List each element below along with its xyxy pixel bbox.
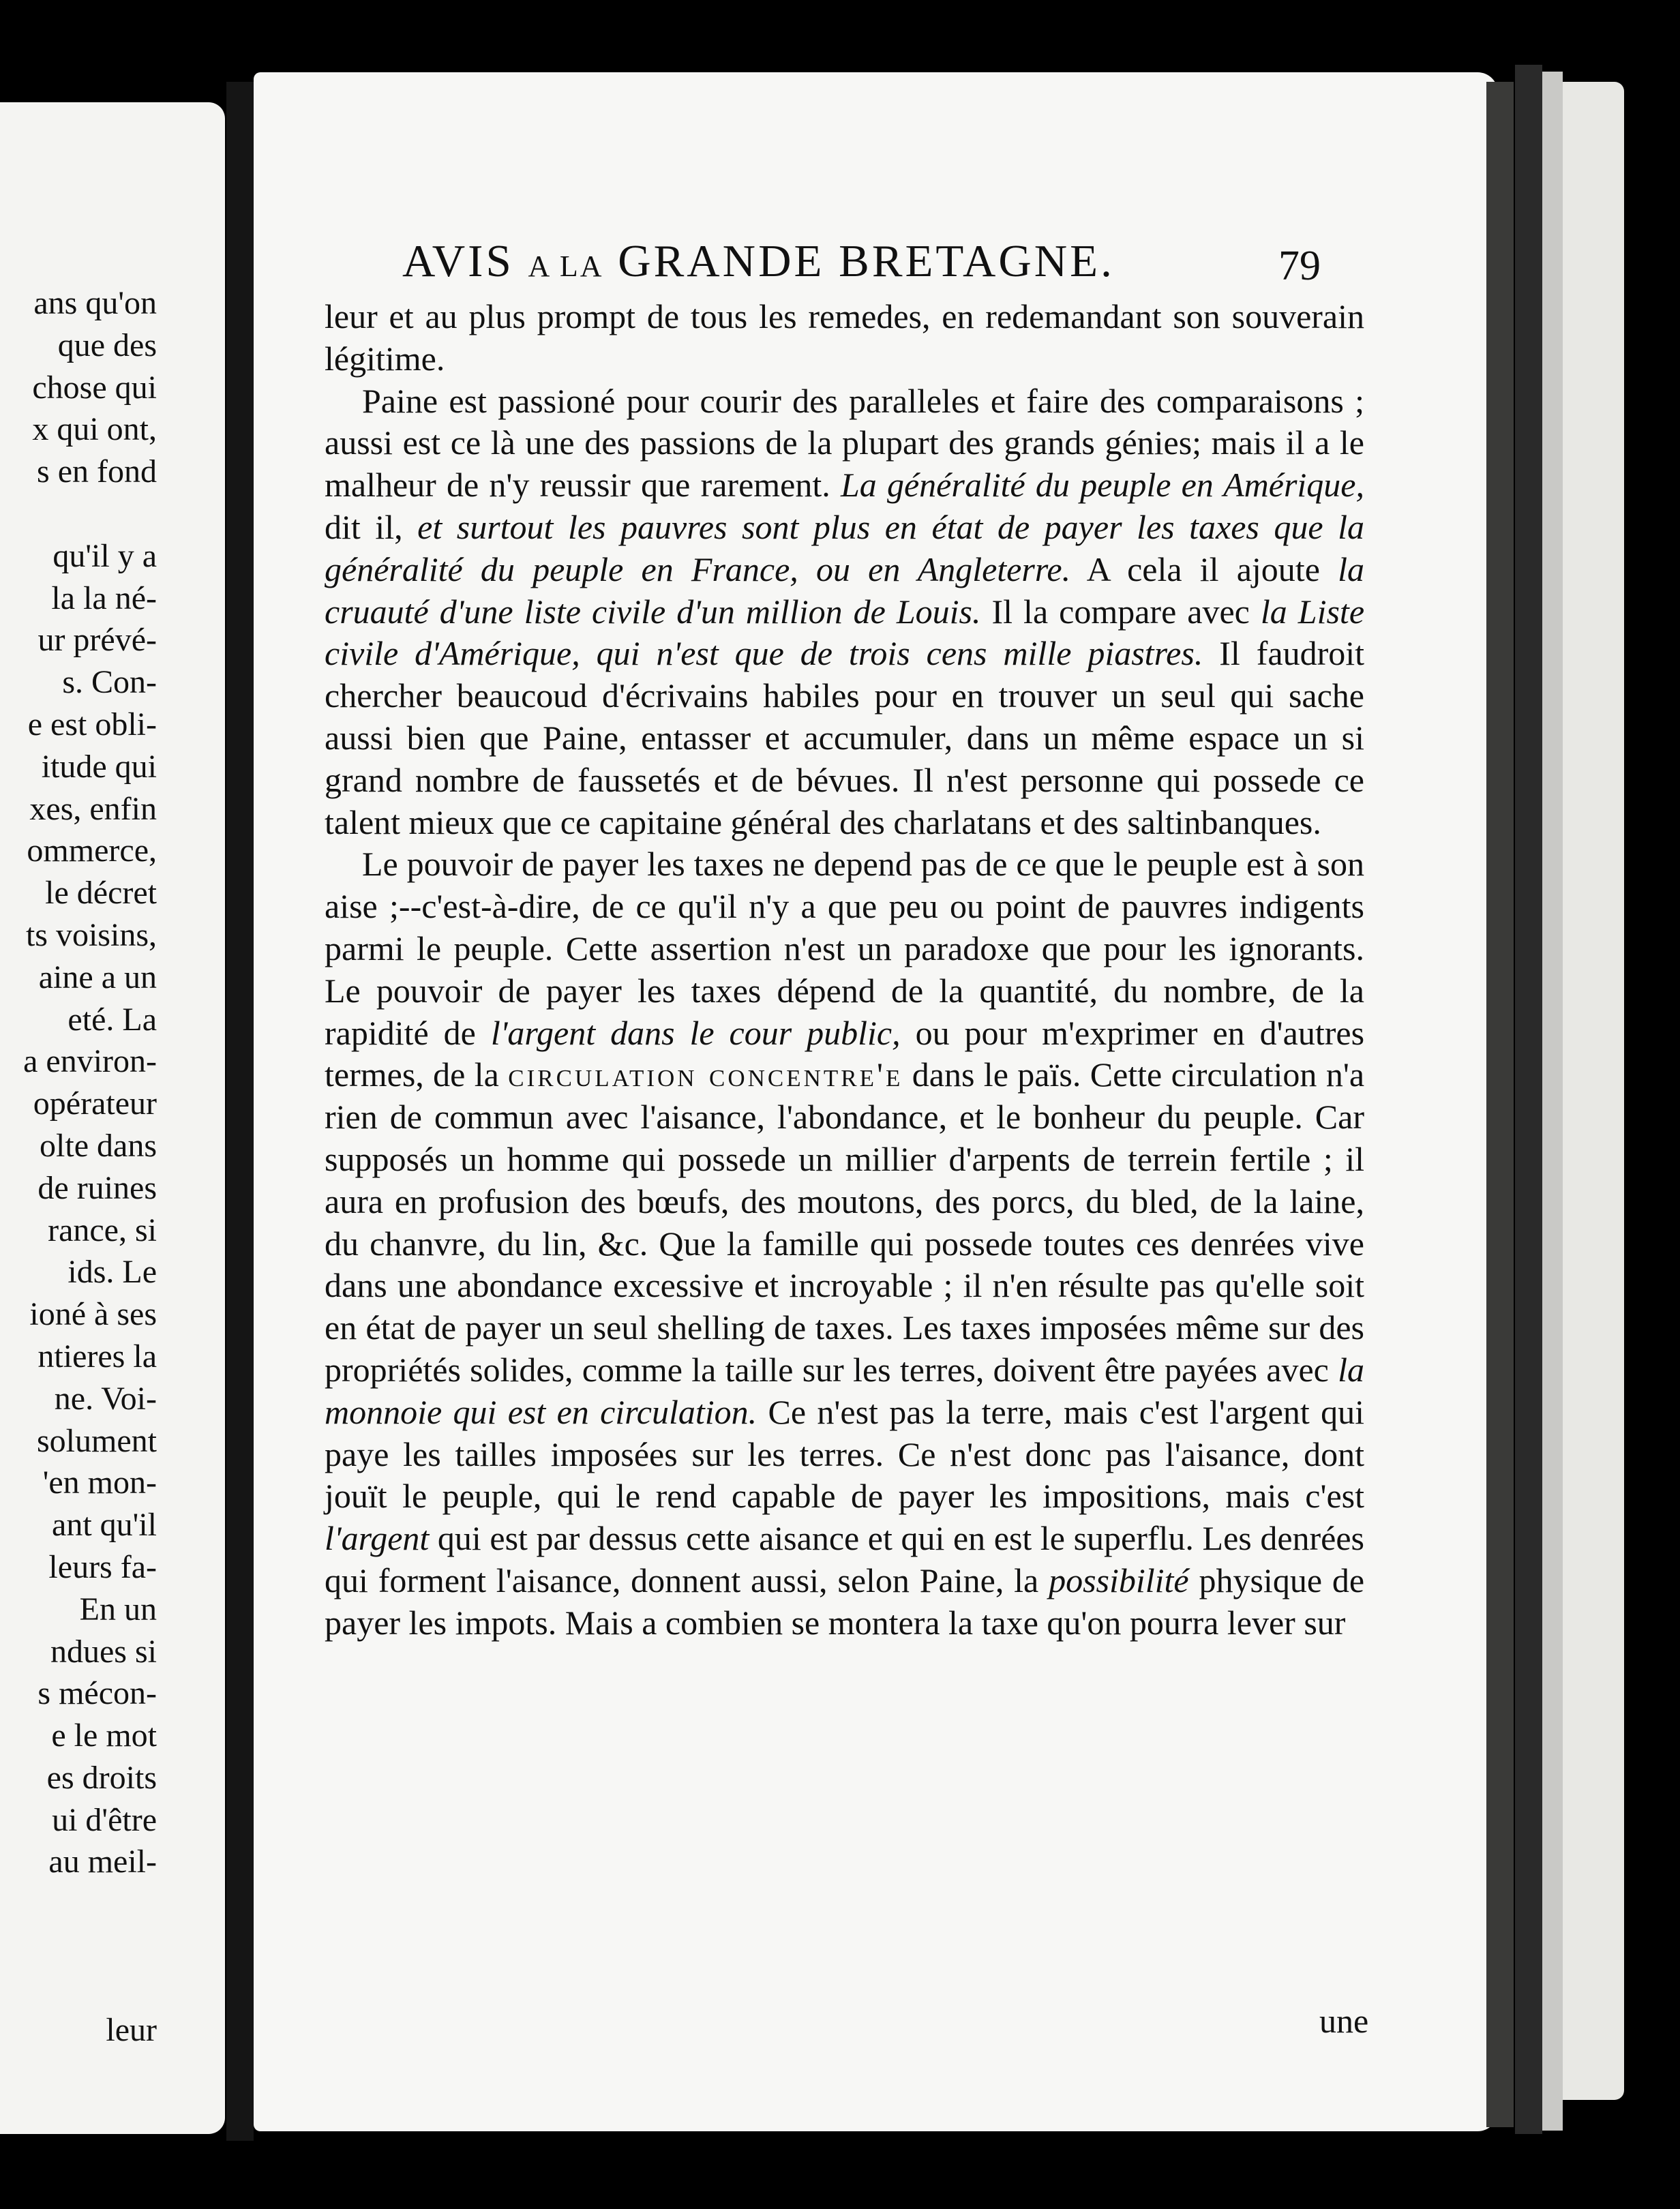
left-line: ans qu'on [33,285,157,321]
left-line: s en fond [37,453,157,490]
left-line: 'en mon- [42,1464,157,1501]
italic-quote: la Liste civile d'Amérique, qui n'est que de trois cens mille piastres. [325,592,1365,673]
left-line: itude qui [41,748,157,785]
italic-phrase: l'argent [325,1519,430,1558]
italic-phrase: l'argent dans le cour public, [490,1013,901,1052]
left-line: rance, si [48,1212,157,1248]
paragraph-1 [325,296,1364,380]
left-line: le décret [45,875,157,912]
book-gutter [226,82,254,2141]
text-run: qui est par dessus cette aisance et qui en est le superflu. Les denrées qui forment l'aisance, donnent aussi, selon Paine, la [325,1519,1365,1599]
left-line: ne. Voi- [54,1380,157,1417]
text-run: Il faudroit chercher beaucoud d'écrivains habiles pour en trouver un seul qui sache aussi bien que Paine, entasser et accumuler, dans un même espace un si grand nombre de faussetés et de bévues. Il n'est personne qui possede ce talent mieux que ce capitaine général des charlatans et des saltinbanques. [325,634,1365,841]
left-line: ur prévé- [38,622,157,659]
italic-phrase: la monnoie qui est en circulation. [325,1350,1364,1431]
running-head-title: GRANDE BRETAGNE. [618,236,1115,286]
paragraph-3 [325,843,1364,1644]
left-line: es droits [46,1759,157,1796]
left-line: ntieres la [38,1338,157,1374]
left-line: la la né- [51,580,157,616]
page-body [325,296,1364,1644]
left-line: ids. Le [68,1254,157,1291]
text-run: Le pouvoir de payer les taxes ne depend pas de ce que le peuple est à son aise ;--c'est-à-dire, de ce qu'il n'y a que peu ou point de pauvres indigents parmi le peuple. Cette assertion n'est un paradoxe que pour les ignorants. Le pouvoir de payer les taxes dépend de la quantité, du nombre, de la rapidité de [325,845,1364,1052]
page-number: 79 [1278,243,1321,289]
left-line: ui d'être [52,1801,157,1838]
text-run: ou pour m'exprimer en d'autres termes, de la [325,1013,1365,1094]
italic-phrase: possibilité [1049,1561,1189,1599]
italic-quote: La généralité du peuple en Amérique, [840,466,1365,505]
small-caps-phrase: circulation concentre'e [508,1055,903,1094]
left-line: e le mot [51,1717,157,1754]
left-line: de ruines [38,1169,157,1206]
left-line: au meil- [48,1844,157,1880]
left-line: aine a un [38,959,157,995]
left-line: que des [57,327,157,363]
italic-quote: et surtout les pauvres sont plus en état de payer les taxes que la généralité du peuple en France, ou en Angleterre. [325,507,1364,588]
left-catchword: leur [106,2012,157,2048]
left-line: chose qui [32,369,157,406]
left-line: e est obli- [27,706,157,742]
text-run: dans le païs. Cette circulation n'a rien de commun avec l'aisance, l'abondance, et le bonheur du peuple. Car supposés un homme qui possede un millier d'arpents de terrein fertile ; il aura en profusion des bœufs, des moutons, des porcs, du bled, de la laine, du chanvre, du lin, &c. Que la famille qui possede toutes ces denrées vive dans une abondance excessive et incroyable ; il n'en résulte pas qu'elle soit en état de payer un seul shelling de taxes. Les taxes imposées même sur des propriétés solides, comme la taille sur les terres, doivent être payées avec [325,1055,1365,1389]
left-line: olte dans [40,1127,157,1164]
text-run: Il la compare avec [991,592,1250,631]
left-line: s. Con- [62,664,157,701]
text-run: Paine est passioné pour courir des paralleles et faire des comparaisons ; aussi est ce là une des passions de la plupart des grands génies; mais il a le malheur de n'y reussir que rarement. [325,381,1364,505]
left-page-text [0,282,157,1883]
paragraph-2 [325,380,1364,844]
running-head-a-la: A LA [528,250,604,283]
left-line: a environ- [23,1043,157,1080]
left-line: ts voisins, [25,916,157,953]
text-run: A cela il ajoute [1086,550,1320,588]
left-line: ant qu'il [52,1507,157,1544]
catchword: une [1319,2002,1369,2040]
left-line: leurs fa- [48,1548,157,1585]
left-line: x qui ont, [32,411,157,448]
left-line: opérateur [33,1085,157,1122]
page-edge [1542,72,1563,2131]
page-edge [1486,82,1514,2127]
page-edge [1515,65,1542,2134]
text-run: physique de payer les impots. Mais a combien se montera la taxe qu'on pourra lever sur [325,1561,1365,1642]
page-edge [1563,82,1624,2100]
left-page [0,102,225,2134]
left-line: s mécon- [38,1675,157,1712]
running-head [402,235,1220,288]
left-line: xes, enfin [29,790,157,827]
left-line [0,493,157,535]
left-line: ioné à ses [29,1296,157,1333]
left-line: ndues si [50,1633,157,1670]
left-line: ommerce, [27,832,157,869]
italic-quote: la cruauté d'une liste civile d'un million de Louis. [325,550,1364,631]
running-head-avis: AVIS [402,236,514,286]
text-run: Ce n'est pas la terre, mais c'est l'argent qui paye les tailles imposées sur les terres. Ce n'est donc pas l'aisance, dont jouït le peuple, qui le rend capable de payer les impositions, mais c'est [325,1392,1364,1516]
text-run: leur et au plus prompt de tous les remedes, en redemandant son souverain légitime. [325,297,1364,378]
left-line: qu'il y a [52,537,157,574]
left-line: solument [37,1422,157,1459]
left-line: eté. La [68,1001,157,1038]
text-run: dit il, [325,507,403,546]
left-line: En un [79,1591,157,1627]
